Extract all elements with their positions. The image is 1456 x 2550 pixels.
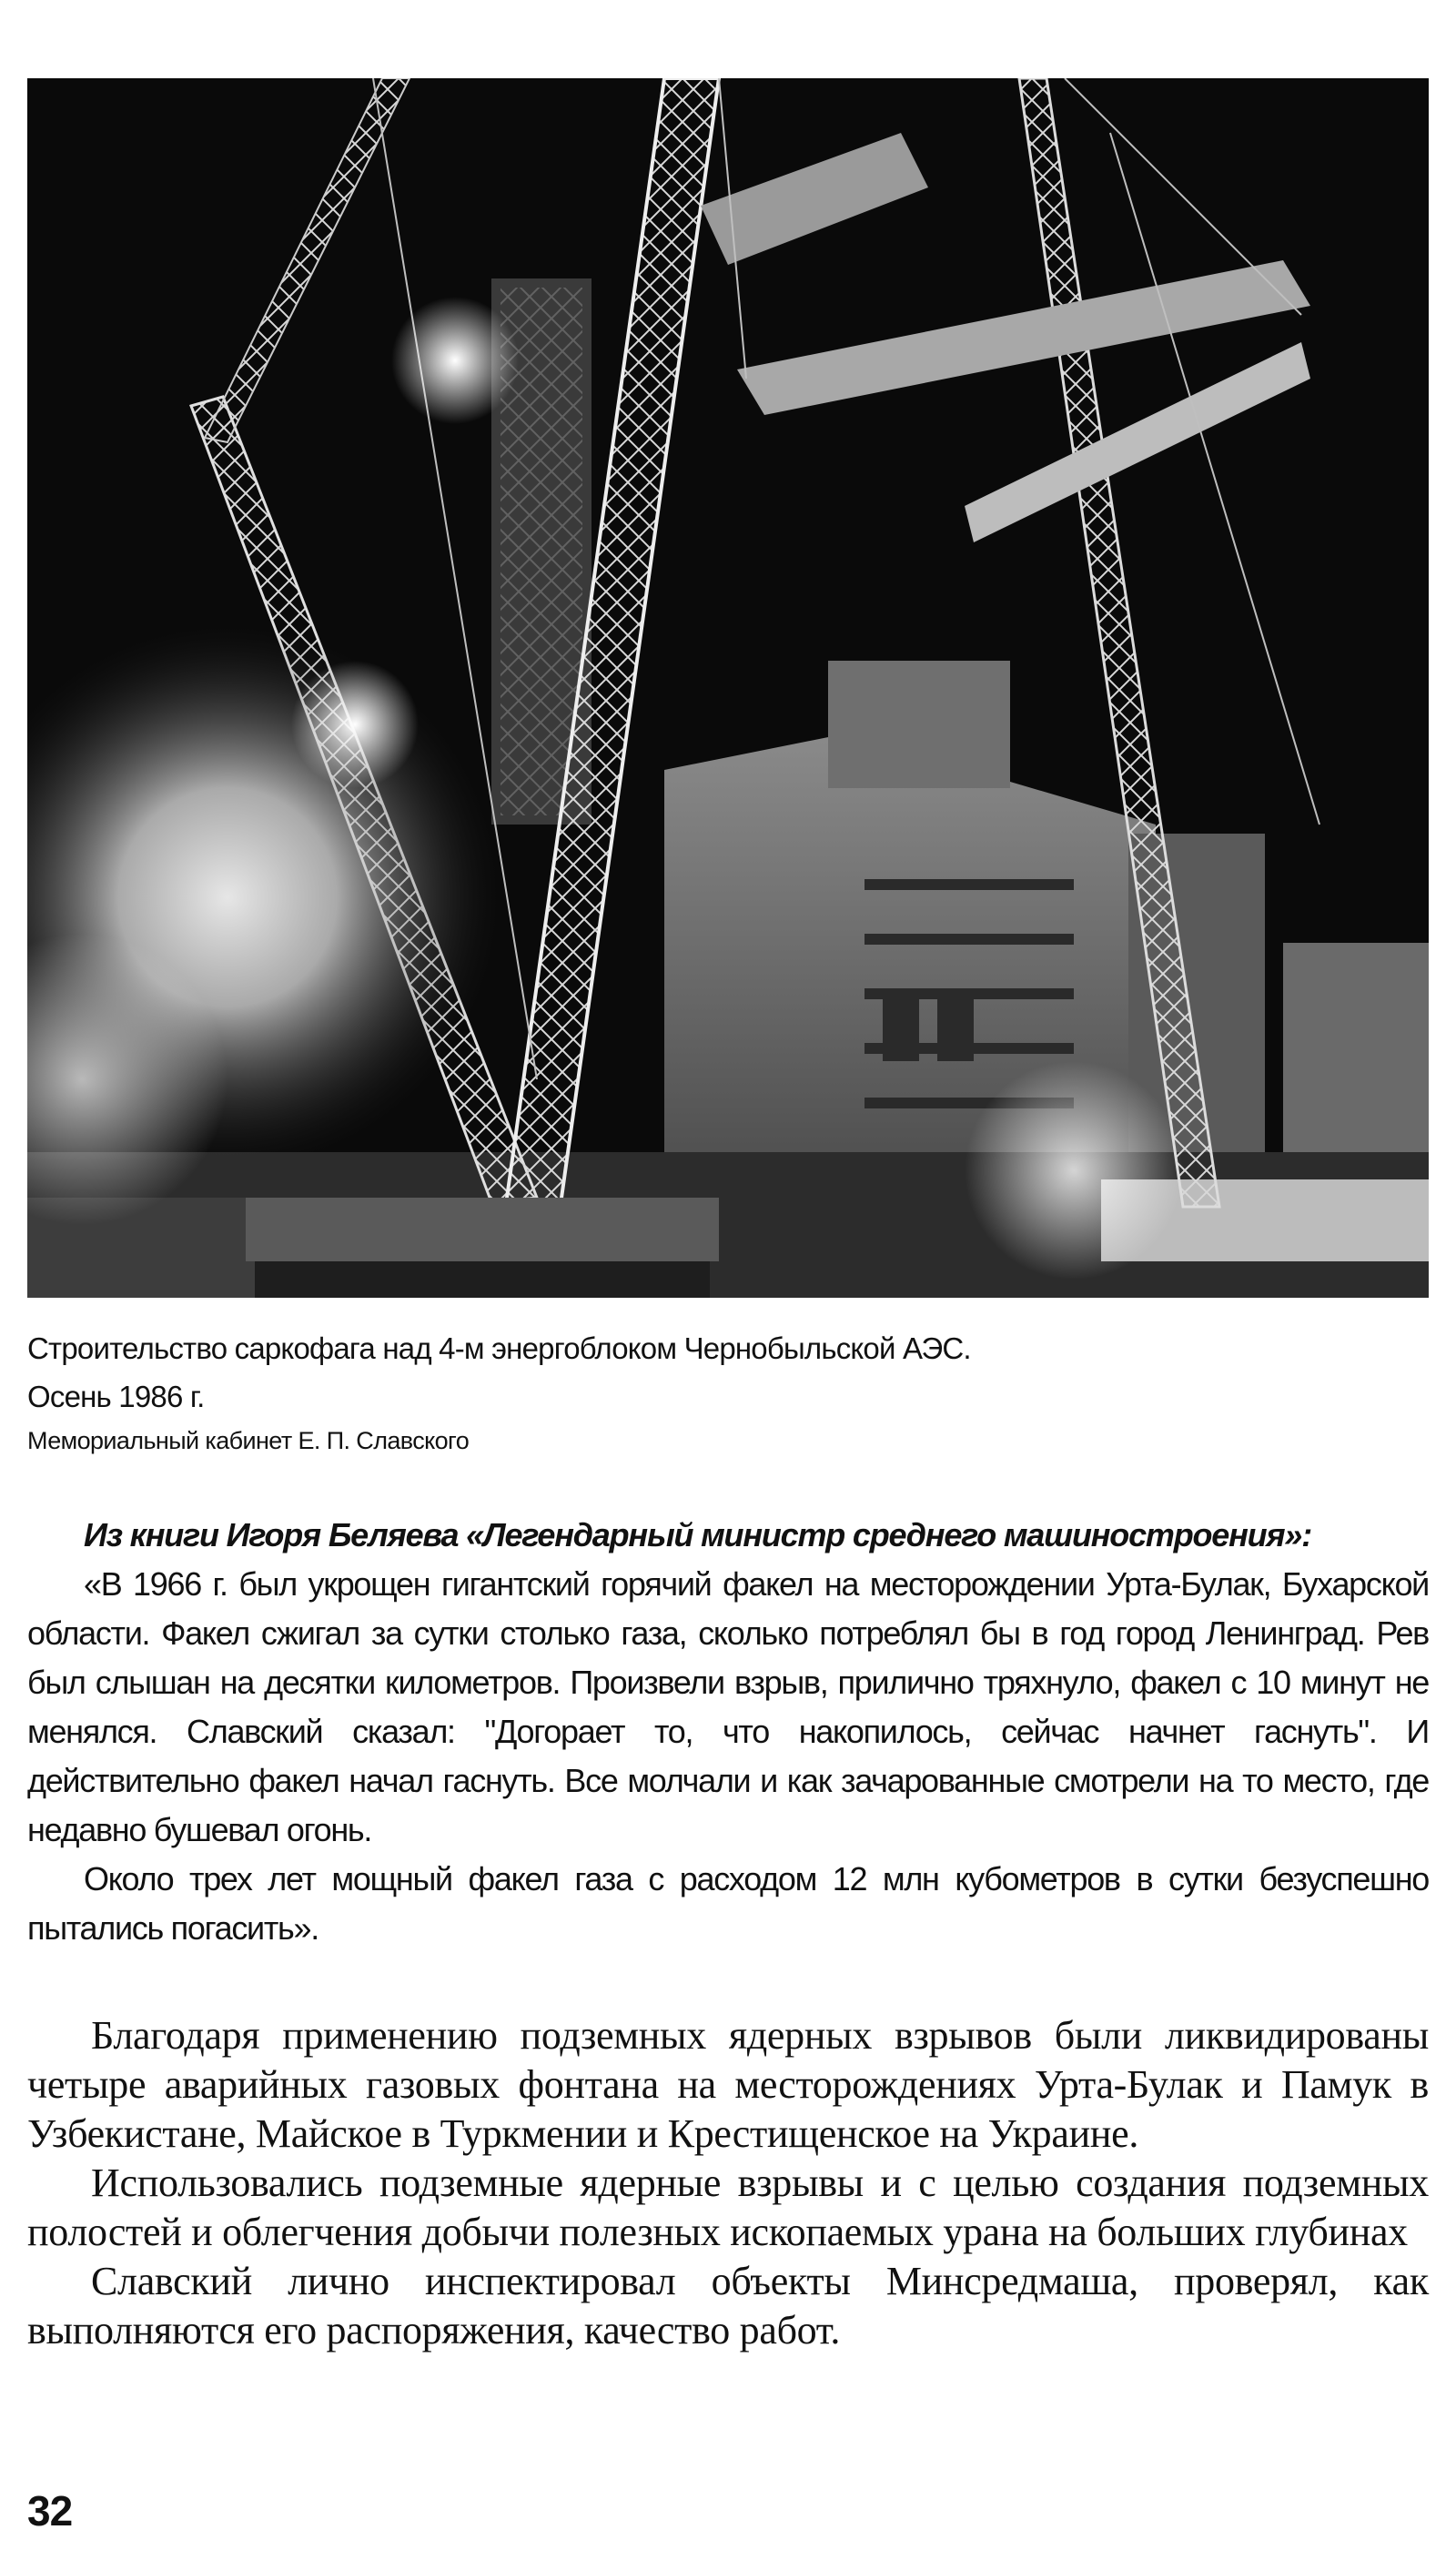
- excerpt-paragraph-2: Около трех лет мощный факел газа с расходом 12 млн кубометров в сутки безуспешно пытались погасить».: [27, 1860, 1429, 1947]
- caption-credit: Мемориальный кабинет Е. П. Славского: [27, 1427, 470, 1454]
- excerpt-paragraph-1: «В 1966 г. был укрощен гигантский горячий факел на месторождении Урта-Булак, Бухарской области. Факел сжигал за сутки столько газа, сколько потреблял бы в год город Ленинград. Рев был слышан на десятки километров. Произвели взрыв, прилично тряхнуло, факел с 10 минут не менялся. Славский сказал: "Догорает то, что накопилось, сейчас начнет гаснуть". И действительно факел начал гаснуть. Все молчали и как зачарованные смотрели на то место, где недавно бушевал огонь.: [27, 1565, 1429, 1848]
- photo-caption: [27, 1324, 1429, 1461]
- sarcophagus-photo: [27, 78, 1429, 1298]
- caption-line-2: Осень 1986 г.: [27, 1380, 205, 1413]
- book-excerpt: [27, 1511, 1429, 1953]
- main-body-text: [27, 2011, 1429, 2355]
- caption-line-1: Строительство саркофага над 4-м энергоблоком Чернобыльской АЭС.: [27, 1331, 971, 1365]
- night-construction-image-icon: [27, 78, 1429, 1298]
- body-paragraph-3: Славский лично инспектировал объекты Минсредмаша, проверял, как выполняются его распоряжения, качество работ.: [27, 2259, 1429, 2353]
- excerpt-heading: Из книги Игоря Беляева «Легендарный министр среднего машиностроения»:: [84, 1516, 1312, 1553]
- body-paragraph-1: Благодаря применению подземных ядерных взрывов были ликвидированы четыре аварийных газовых фонтана на месторождениях Урта-Булак и Памук в Узбекистане, Майское в Туркмении и Крестищенское на Украине.: [27, 2013, 1429, 2156]
- page-number: 32: [27, 2487, 73, 2535]
- body-paragraph-2: Использовались подземные ядерные взрывы и с целью создания подземных полостей и облегчения добычи полезных ископаемых урана на больших глубинах: [27, 2160, 1429, 2254]
